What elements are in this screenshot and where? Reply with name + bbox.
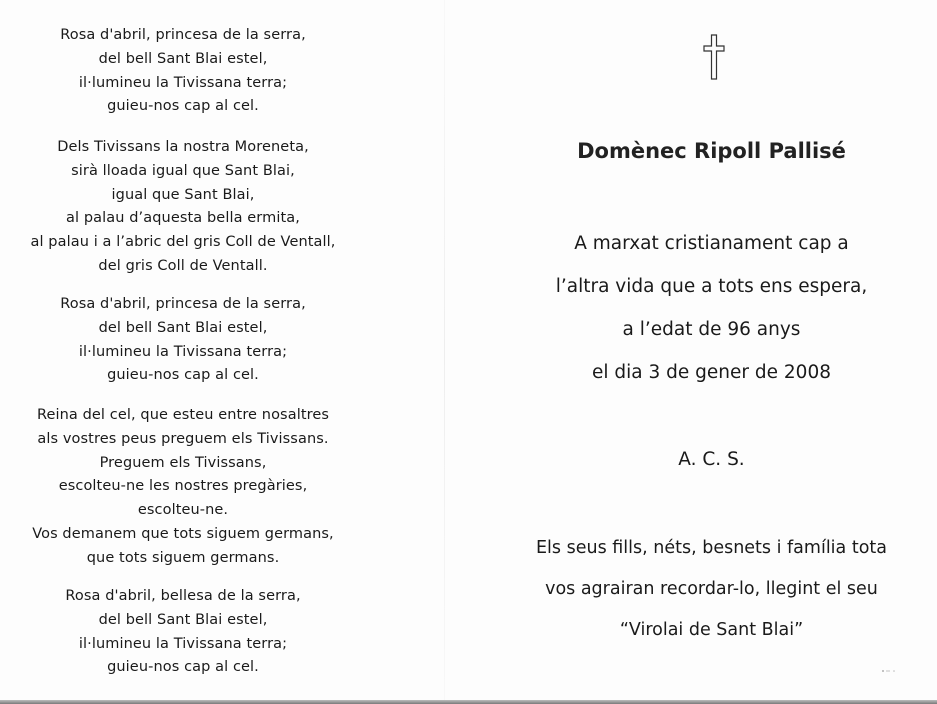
verse-line: que tots siguem germans. xyxy=(86,549,280,566)
verse-line: il·lumineu la Tivissana terra; xyxy=(78,343,288,360)
thanks-line: vos agrairan recordar-lo, llegint el seu xyxy=(545,579,878,599)
announcement xyxy=(486,222,937,394)
verse-line: al palau i a l’abric del gris Coll de Ventall, xyxy=(30,234,336,251)
scan-speck xyxy=(880,668,898,674)
stanza-3 xyxy=(0,293,366,388)
verse-line: guieu-nos cap al cel. xyxy=(107,367,259,384)
scan-bottom-edge xyxy=(0,700,937,704)
announcement-line: l’altra vida que a tots ens espera, xyxy=(555,276,868,297)
verse-line: il·lumineu la Tivissana terra; xyxy=(78,635,288,652)
announcement-line: A marxat cristianament cap a xyxy=(574,233,849,254)
verse-line: Reina del cel, que esteu entre nosaltres xyxy=(36,407,330,423)
verse-line: guieu-nos cap al cel. xyxy=(107,659,259,676)
announcement-line: a l’edat de 96 anys xyxy=(622,319,801,340)
verse-line: igual que Sant Blai, xyxy=(111,186,255,203)
acs-text: A. C. S. xyxy=(678,449,745,470)
verse-line: escolteu-ne. xyxy=(137,502,229,519)
verse-line: als vostres peus preguem els Tivissans. xyxy=(37,430,329,447)
stanza-5 xyxy=(0,585,366,680)
verse-line: Preguem els Tivissans, xyxy=(99,454,267,471)
verse-line: del bell Sant Blai estel, xyxy=(98,50,268,67)
verse-line: Rosa d'abril, bellesa de la serra, xyxy=(65,588,301,604)
thanks-line: “Virolai de Sant Blai” xyxy=(619,620,804,640)
verse-line: al palau d’aquesta bella ermita, xyxy=(66,210,300,227)
verse-line: Dels Tivissans la nostra Moreneta, xyxy=(57,139,309,155)
verse-line: il·lumineu la Tivissana terra; xyxy=(78,74,288,91)
announcement-line: el dia 3 de gener de 2008 xyxy=(592,362,831,383)
thanks-note xyxy=(486,528,937,651)
fold-line xyxy=(444,0,445,704)
verse-line: guieu-nos cap al cel. xyxy=(107,98,259,115)
thanks-line: Els seus fills, néts, besnets i família tota xyxy=(536,538,887,558)
verse-line: del bell Sant Blai estel, xyxy=(98,319,268,336)
stanza-1 xyxy=(0,24,366,119)
memorial-panel xyxy=(486,0,937,704)
verse-line: Rosa d'abril, princesa de la serra, xyxy=(60,27,306,43)
verse-line: Rosa d'abril, princesa de la serra, xyxy=(60,296,306,312)
verse-line: del gris Coll de Ventall. xyxy=(98,257,268,274)
verse-line: Vos demanem que tots siguem germans, xyxy=(32,525,334,542)
virolai-panel xyxy=(0,0,366,704)
verse-line: sirà lloada igual que Sant Blai, xyxy=(71,162,295,179)
cross-icon xyxy=(703,34,725,80)
verse-line: del bell Sant Blai estel, xyxy=(98,611,268,628)
verse-line: escolteu-ne les nostres pregàries, xyxy=(58,478,308,495)
deceased-name: Domènec Ripoll Pallisé xyxy=(577,139,846,163)
stanza-2 xyxy=(0,136,366,279)
stanza-4 xyxy=(0,404,366,571)
